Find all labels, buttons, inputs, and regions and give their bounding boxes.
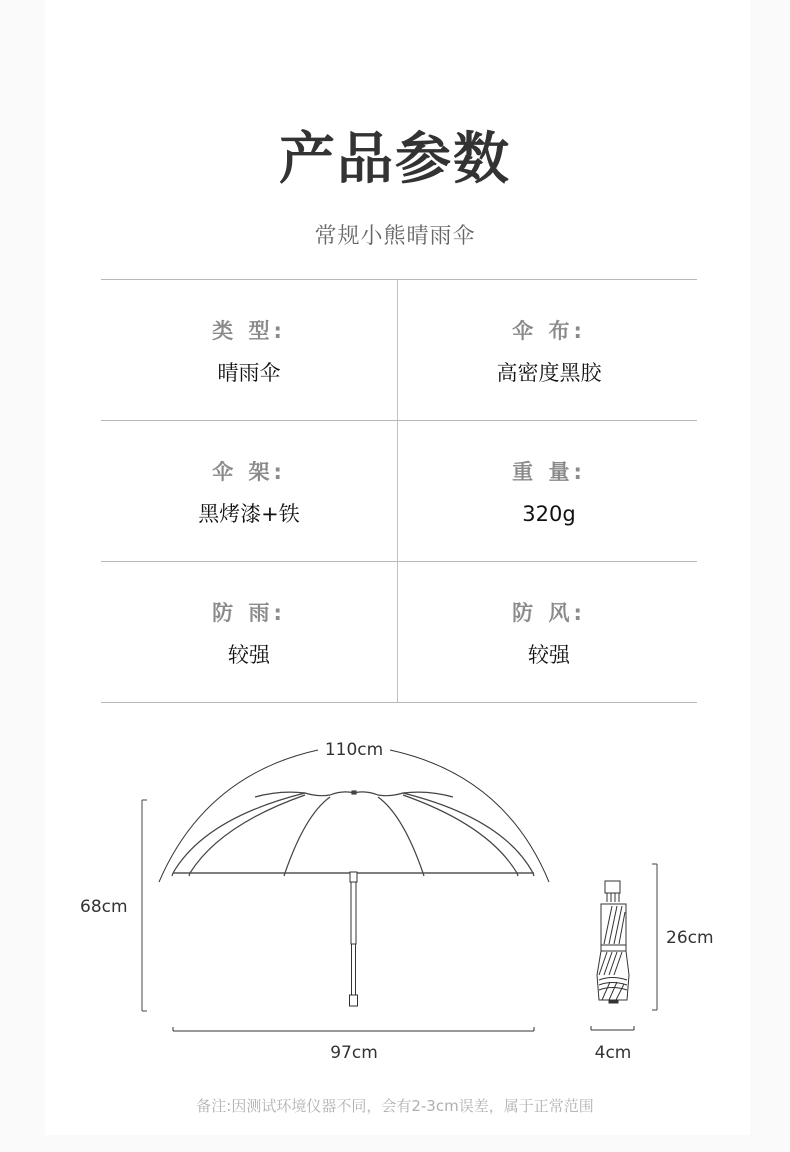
spec-label: 伞 布: xyxy=(512,319,586,343)
spec-value: 晴雨伞 xyxy=(217,361,281,385)
arc-length-label: 110cm xyxy=(318,739,390,761)
product-subtitle: 常规小熊晴雨伞 xyxy=(314,224,476,249)
umbrella-handle-icon xyxy=(350,872,358,1006)
spec-label: 重 量: xyxy=(512,460,586,484)
height-label: 68cm xyxy=(80,897,128,917)
width-label: 97cm xyxy=(330,1043,378,1063)
spec-value: 较强 xyxy=(528,643,570,667)
spec-label: 防 雨: xyxy=(212,601,286,625)
folded-height-label: 26cm xyxy=(666,928,714,948)
spec-value: 黑烤漆+铁 xyxy=(198,502,300,526)
spec-label: 类 型: xyxy=(212,319,286,343)
page-title: 产品参数 xyxy=(279,127,511,192)
spec-value: 高密度黑胶 xyxy=(496,361,602,385)
spec-label: 防 风: xyxy=(512,601,586,625)
footnote: 备注:因测试环境仪器不同，会有2-3cm误差，属于正常范围 xyxy=(196,1097,594,1115)
spec-label: 伞 架: xyxy=(212,460,286,484)
folded-width-label: 4cm xyxy=(594,1043,632,1063)
folded-height-dimension-line xyxy=(652,864,657,1010)
width-dimension-line xyxy=(173,1027,534,1031)
spec-value: 较强 xyxy=(228,643,270,667)
height-dimension-line xyxy=(142,800,147,1011)
open-umbrella-icon xyxy=(172,791,534,876)
folded-umbrella-icon xyxy=(597,881,629,1003)
folded-width-dimension-line xyxy=(591,1026,634,1030)
spec-value: 320g xyxy=(522,502,576,526)
arc-dimension-line xyxy=(159,750,549,882)
